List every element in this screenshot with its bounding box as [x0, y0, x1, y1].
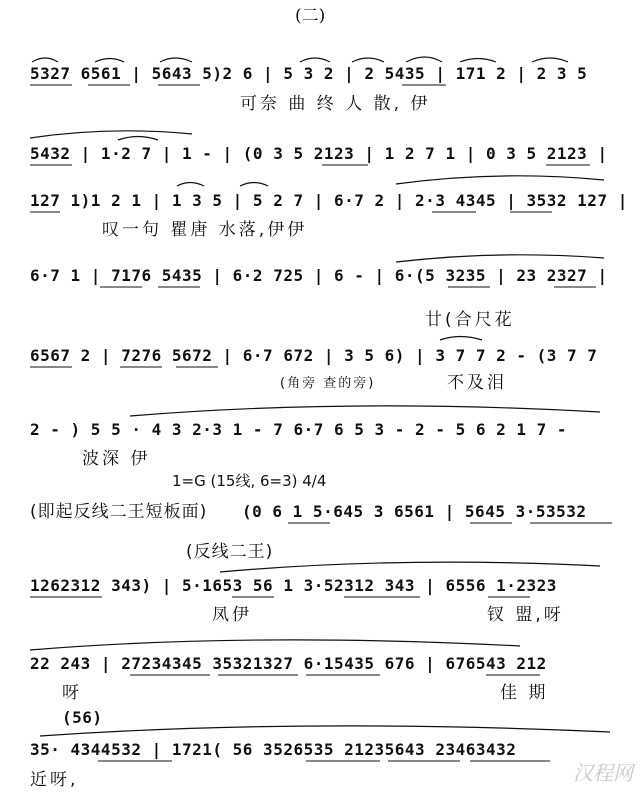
lyrics-line-10: 近呀, — [30, 770, 79, 790]
notation-line-6: 2 - ) 5 5 · 4 3 2·3 1 - 7 6·7 6 5 3 - 2 - 5 6 2 1 7 - — [30, 420, 568, 439]
lyrics-line-9b: 佳 期 — [500, 683, 549, 703]
notation-line-7: (0 6 1 5·645 3 6561 | 5645 3·53532 — [242, 502, 587, 521]
notation-line-1: 5327 6561 | 5643 5)2 6 | 5 3 2 | 2 5435 | 171 2 | 2 3 5 — [30, 64, 588, 83]
lyrics-line-8a: 凤伊 — [212, 605, 252, 625]
lyrics-line-5a: (角旁 查的旁) — [280, 376, 376, 391]
key-signature: 1=G (15线, 6=3) 4/4 — [172, 472, 327, 490]
tempo-note: (即起反线二王短板面) — [30, 502, 208, 522]
site-watermark: 汉程网 — [573, 761, 633, 785]
notation-line-3: 127 1)1 2 1 | 1 3 5 | 5 2 7 | 6·7 2 | 2·3 4345 | 3532 127 | — [30, 191, 628, 210]
lyrics-line-9a: 呀 — [62, 683, 82, 703]
lyrics-line-1: 可奈 曲 终 人 散, 伊 — [240, 94, 431, 114]
lyrics-line-5b: 不及泪 — [447, 373, 507, 393]
notation-line-5: 6567 2 | 7276 5672 | 6·7 672 | 3 5 6) | 3 7 7 2 - (3 7 7 — [30, 346, 598, 365]
section-title: (二) — [295, 6, 326, 26]
notation-line-2: 5432 | 1·2 7 | 1 - | (0 3 5 2123 | 1 2 7 1 | 0 3 5 2123 | — [30, 144, 608, 163]
lyrics-line-7-note: (反线二王) — [186, 542, 274, 562]
lyrics-line-3: 叹一句 瞿唐 水落,伊伊 — [102, 220, 308, 240]
lyrics-line-4-note: 廿(合尺花 — [425, 310, 515, 330]
notation-line-4: 6·7 1 | 7176 5435 | 6·2 725 | 6 - | 6·(5 3235 | 23 2327 | — [30, 266, 608, 285]
notation-line-10: 35· 4344532 | 1721( 56 3526535 21235643 23463432 — [30, 740, 517, 759]
lyrics-line-9c: (56) — [62, 708, 103, 727]
lyrics-line-8b: 钗 盟,呀 — [487, 605, 564, 625]
notation-line-9: 22 243 | 27234345 35321327 6·15435 676 | 676543 212 — [30, 654, 547, 673]
lyrics-line-6: 波深 伊 — [82, 449, 151, 469]
notation-line-8: 1262312 343) | 5·1653 56 1 3·52312 343 | 6556 1·2323 — [30, 576, 557, 595]
